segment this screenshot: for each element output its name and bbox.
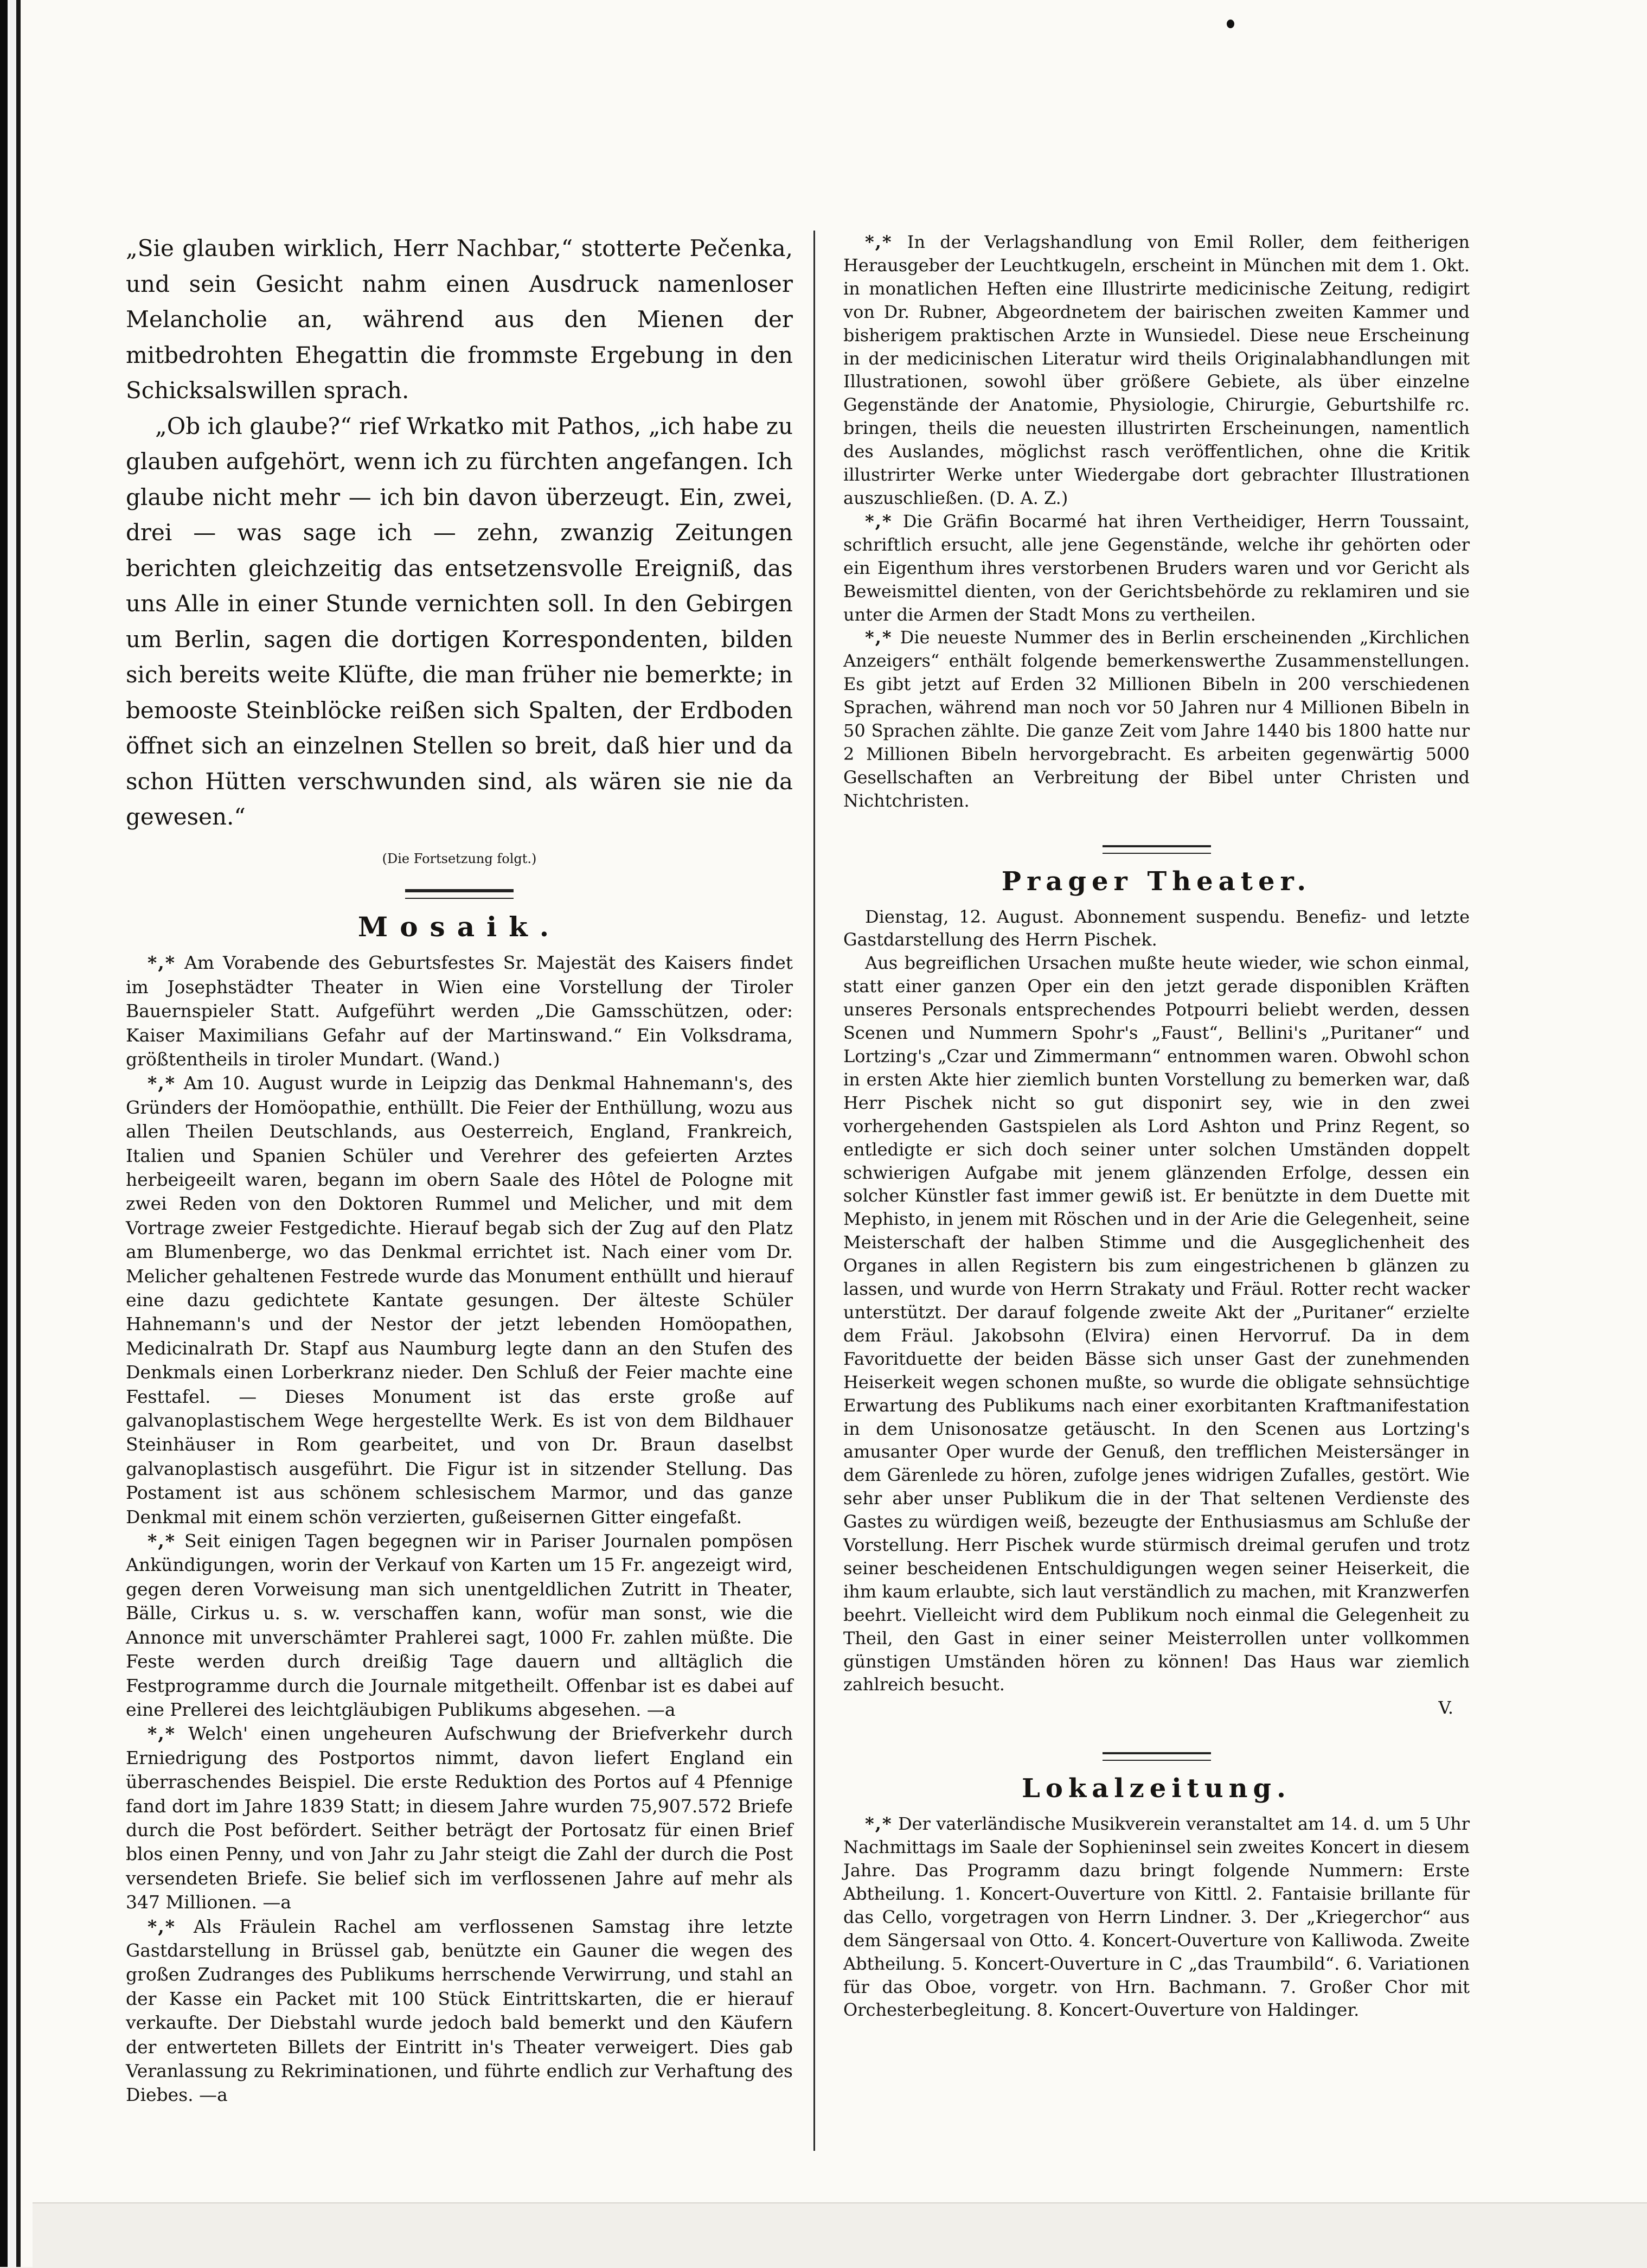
theater-signature: V. xyxy=(1438,1697,1453,1718)
theater-intro: Dienstag, 12. August. Abonnement suspendu. Benefiz- und letzte Gastdarstellung des Herrn Pischek. xyxy=(843,906,1470,950)
column-divider xyxy=(813,231,815,2151)
item-text: Seit einigen Tagen begegnen wir in Pariser Journalen pompösen Ankündigungen, worin der Verkauf von Karten um 15 Fr. angezeigt wird, gegen deren Vorweisung man sich unentgeldlichen Zutritt in Theater, Bälle, Cirkus u. s. w. verschaffen kann, wofür man sonst, wie die Annonce mit unverschämter Prahlerei sagt, 1000 Fr. zahlen müßte. Die Feste werden durch dreißig Tage dauern und alltäglich die Festprogramme durch die Journale mitgetheilt. Offenbar ist es dabei auf eine Prellerei des leichtgläubigen Publikums abgesehen. —a xyxy=(126,1530,793,1720)
continuation-note: (Die Fortsetzung folgt.) xyxy=(382,851,537,866)
item-text: Die neueste Nummer des in Berlin erscheinenden „Kirchlichen Anzeigers“ enthält folgende bemerkenswerthe Zusammenstellungen. Es gibt jetzt auf Erden 32 Millionen Bibeln in 200 verschiedenen Sprachen, während man noch vor 50 Jahren nur 4 Millionen Bibeln in 50 Sprachen zählte. Die ganze Zeit vom Jahre 1440 bis 1800 hatte nur 2 Millionen Bibeln hervorgebracht. Es arbeiten gegenwärtig 5000 Gesellschaften an Verbreitung der Bibel unter Christen und Nichtchristen. xyxy=(843,627,1470,811)
item-text: In der Verlagshandlung von Emil Roller, dem feitherigen Herausgeber der Leuchtkugeln, erscheint in München mit dem 1. Okt. in monatlichen Heften eine Illustrirte medicinische Zeitung, redigirt von Dr. Rubner, Abgeordnetem der bairischen zweiten Kammer und bisherigem praktischen Arzte in Wunsiedel. Diese neue Erscheinung in der medicinischen Literatur wird theils Originalabhandlungen mit Illustrationen, sowohl über größere Gebiete, als über einzelne Gegenstände der Anatomie, Physiologie, Chirurgie, Geburtshilfe rc. bringen, theils die neuesten illustrirten Erscheinungen, namentlich des Auslandes, möglichst rasch veröffentlichen, ohne die Kritik illustrirter Werke unter Wiedergabe dort gebrachter Illustrationen auszuschließen. (D. A. Z.) xyxy=(843,232,1470,508)
item-mark: *,* xyxy=(148,1915,176,1937)
item-text: Als Fräulein Rachel am verflossenen Samstag ihre letzte Gastdarstellung in Brüssel gab, benützte ein Gauner die wegen des großen Zudranges des Publikums herrschende Verwirrung, und stahl an der Kasse ein Packet mit 100 Stück Eintrittskarten, die er hierauf verkaufte. Der Diebstahl wurde jedoch bald bemerkt und den Käufern der entwerteten Billets der Eintritt in's Theater verweigert. Dies gab Veranlassung zu Rekriminationen, und führte endlich zur Verhaftung des Diebes. —a xyxy=(126,1915,793,2106)
ink-speck xyxy=(1227,20,1234,28)
section-divider xyxy=(405,889,514,899)
item-mark: *,* xyxy=(148,1723,176,1745)
item-text: Die Gräfin Bocarmé hat ihren Vertheidiger, Herrn Toussaint, schriftlich ersucht, alle jene Gegenstände, welche ihr gehörten oder ein Eigenthum ihres verstorbenen Bruders waren und vor Gericht als Beweismittel dienten, von der Gerichtsbehörde zu reklamiren und sie unter die Armen der Stadt Mons zu vertheilen. xyxy=(843,510,1470,625)
news-item xyxy=(126,1529,793,1722)
item-text: Am Vorabende des Geburtsfestes Sr. Majestät des Kaisers findet im Josephstädter Theater in Wien eine Vorstellung der Tiroler Bauernspieler Statt. Aufgeführt werden „Die Gamsschützen, oder: Kaiser Maximilians Gefahr auf der Martinswand.“ Ein Volksdrama, größtentheils in tiroler Mundart. (Wand.) xyxy=(126,952,793,1070)
item-mark: *,* xyxy=(148,1072,176,1094)
news-item xyxy=(126,951,793,1071)
news-item xyxy=(126,1915,793,2107)
item-mark: *,* xyxy=(865,510,893,532)
story-paragraph: „Ob ich glaube?“ rief Wrkatko mit Pathos, „ich habe zu glauben aufgehört, wenn ich zu fürchten angefangen. Ich glaube nicht mehr — ich bin davon überzeugt. Ein, zwei, drei — was sage ich — zehn, zwanzig Zeitungen berichten gleichzeitig das entsetzensvolle Ereigniß, das uns Alle in einer Stunde vernichten soll. In den Gebirgen um Berlin, sagen die dortigen Korrespondenten, bilden sich bereits weite Klüfte, die man früher nie bemerkte; in bemooste Steinblöcke reißen sich Spalten, der Erdboden öffnet sich an einzelnen Stellen so breit, daß hier und da schon Hütten verschwunden sind, als wären sie nie da gewesen.“ xyxy=(126,412,793,830)
theater-review: Aus begreiflichen Ursachen mußte heute wieder, wie schon einmal, statt einer ganzen Oper ein den jetzt gerade disponiblen Kräften unseres Personals entsprechendes Potpourri beliebt werden, dessen Scenen und Nummern Spohr's „Faust“, Bellini's „Puritaner“ und Lortzing's „Czar und Zimmermann“ entnommen waren. Obwohl schon in ersten Akte hier ziemlich bunten Vorstellung zu bemerken war, daß Herr Pischek nicht so gut disponirt sey, wie in den zwei vorhergehenden Gastspielen als Lord Ashton und Prinz Regent, so entledigte er sich doch seiner unter solchen Umständen doppelt schwierigen Aufgabe mit jenem glänzenden Erfolge, dessen ein solcher Künstler fast immer gewiß ist. Er benützte in dem Duette mit Mephisto, in jenem mit Röschen und in der Arie die Gelegenheit, seine Meisterschaft der halben Stimme und die Ausgeglichenheit des Organes in allen Registern bis zum eingestrichenen b glänzen zu lassen, und wurde von Herrn Strakaty und Fräul. Rotter recht wacker unterstützt. Der darauf folgende zweite Akt der „Puritaner“ erzielte dem Fräul. Jakobsohn (Elvira) einen Hervorruf. Da in dem Favoritduette der beiden Bässe sich unser Gast der zunehmenden Heiserkeit wegen schonen mußte, so wurde die obligate sehnsüchtige Erwartung des Publikums nach einer exorbitanten Kraftmanifestation in dem Unisonosatze getäuscht. In den Scenen aus Lortzing's amusanter Oper wurde der Genuß, den trefflichen Meistersänger in dem Gärenlede zu hören, zufolge jenes widrigen Zufalles, gestört. Wie sehr aber unser Publikum die in der That seltenen Verdienste des Gastes zu würdigen weiß, bezeugte der Enthusiasmus am Schluße der Vorstellung. Herr Pischek wurde stürmisch dreimal gerufen und trotz seiner bescheidenen Entschuldigungen wegen seiner Heiserkeit, die ihm kaum erlaubte, sich laut verständlich zu machen, mit Kranzwerfen beehrt. Vielleicht wird dem Publikum noch einmal die Gelegenheit zu Theil, den Gast in einer seiner Meisterrollen unter vollkommen günstigen Umständen hören zu können! Das Haus war ziemlich zahlreich besucht. xyxy=(843,953,1470,1695)
news-item xyxy=(843,231,1470,510)
item-mark: *,* xyxy=(865,1813,893,1835)
item-mark: *,* xyxy=(865,232,893,252)
mosaik-heading: Mosaik. xyxy=(357,910,561,943)
item-text: Der vaterländische Musikverein veranstaltet am 14. d. um 5 Uhr Nachmittags im Saale der Sophieninsel sein zweites Koncert in diesem Jahre. Das Programm dazu bringt folgende Nummern: Erste Abtheilung. 1. Koncert-Ouverture von Kittl. 2. Fantaisie brillante für das Cello, vorgetragen von Herrn Lindner. 3. Der „Kriegerchor“ aus dem Sängersaal von Otto. 4. Koncert-Ouverture von Kalliwoda. Zweite Abtheilung. 5. Koncert-Ouverture in C „das Traumbild“. 6. Variationen für das Oboe, vorgetr. von Hrn. Bachmann. 7. Großer Chor mit Orchesterbegleitung. 8. Koncert-Ouverture von Haldinger. xyxy=(843,1813,1470,2021)
item-mark: *,* xyxy=(148,1530,176,1552)
section-divider xyxy=(1103,845,1211,854)
page-bottom-margin xyxy=(33,2202,1647,2268)
serial-story xyxy=(126,231,793,835)
section-divider xyxy=(1103,1752,1211,1761)
news-item xyxy=(126,1722,793,1914)
item-text: Am 10. August wurde in Leipzig das Denkmal Hahnemann's, des Gründers der Homöopathie, enthüllt. Die Feier der Enthüllung, wozu aus allen Theilen Deutschlands, aus Oesterreich, England, Frankreich, Italien und Spanien Schüler und Verehrer des gefeierten Arztes herbeigeeilt waren, begann im obern Saale des Hôtel de Pologne mit zwei Reden von den Doktoren Rummel und Melicher, und mit dem Vortrage zweier Festgedichte. Hierauf begab sich der Zug auf den Platz am Blumenberge, wo das Denkmal errichtet ist. Nach einer vom Dr. Melicher gehaltenen Festrede wurde das Monument enthüllt und hierauf eine dazu gedichtete Kantate gesungen. Der älteste Schüler Hahnemann's und der Nestor der jetzt lebenden Homöopathen, Medicinalrath Dr. Stapf aus Naumburg legte dann an den Stufen des Denkmals einen Lorberkranz nieder. Den Schluß der Feier machte eine Festtafel. — Dieses Monument ist das erste große auf galvanoplastischem Wege hergestellte Werk. Es ist von dem Bildhauer Steinhäuser in Rom gearbeitet, und von Dr. Braun daselbst galvanoplastisch ausgeführt. Die Figur ist in sitzender Stellung. Das Postament ist aus schönem schlesischem Marmor, und das ganze Denkmal mit einem schön verzierten, gußeisernen Gitter eingefaßt. xyxy=(126,1072,793,1528)
story-paragraph: „Sie glauben wirklich, Herr Nachbar,“ stotterte Pečenka, und sein Gesicht nahm einen Ausdruck namenloser Melancholie an, während aus den Mienen der mitbedrohten Ehegattin die frommste Ergebung in den Schicksalswillen sprach. xyxy=(126,235,793,404)
right-column xyxy=(843,231,1470,2022)
page-binding-edge xyxy=(0,0,33,2267)
left-column xyxy=(126,231,793,2107)
news-item xyxy=(843,1812,1470,2022)
news-item xyxy=(126,1071,793,1529)
lokal-heading: Lokalzeitung. xyxy=(1022,1773,1291,1804)
theater-heading: Prager Theater. xyxy=(1001,866,1312,897)
item-mark: *,* xyxy=(865,627,893,648)
item-mark: *,* xyxy=(148,952,176,974)
item-text: Welch' einen ungeheuren Aufschwung der Briefverkehr durch Erniedrigung des Postportos nimmt, davon liefert England ein überraschendes Beispiel. Die erste Reduktion des Portos auf 4 Pfennige fand dort im Jahre 1839 Statt; in diesem Jahre wurden 75,907.572 Briefe durch die Post befördert. Seither beträgt der Portosatz für einen Brief blos einen Penny, und von Jahr zu Jahr steigt die Zahl der durch die Post versendeten Briefe. Sie belief sich im verflossenen Jahre auf mehr als 347 Millionen. —a xyxy=(126,1723,793,1913)
news-item xyxy=(843,510,1470,627)
news-item xyxy=(843,626,1470,812)
